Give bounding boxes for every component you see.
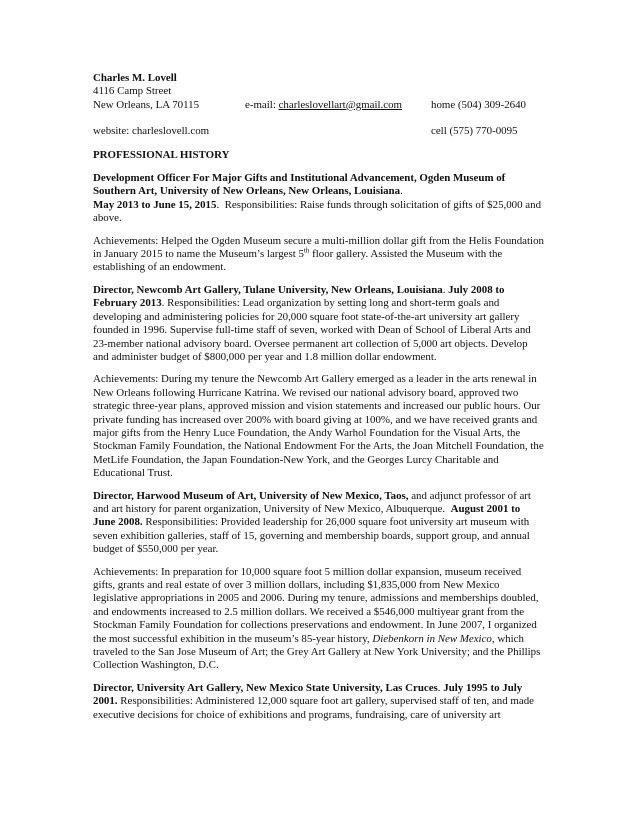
job-title: Director, Newcomb Art Gallery, Tulane University, New Orleans, Louisiana [93,283,443,296]
entry-harwood: Director, Harwood Museum of Art, University of New Mexico, Taos, and adjunct professor of art and art history for parent organization, University of New Mexico, Albuquerque. August 2001 to June 2008. Responsibilities: Provided leadership for 26,000 square foot university art museum with seven exhibition galleries, staff of 15, governing and membership boards, support group, and annual budget of $550,000 per year. [93,489,531,556]
job-responsibilities: Responsibilities: Administered 12,000 square foot art gallery, supervised staff of ten, and made executive decisions for choice of exhibitions and programs, fundraising, care of university art [93,695,535,721]
job-responsibilities: Responsibilities: Raise funds through solicitation of gifts of $25,000 and above. [93,198,542,225]
job-title: Director, Harwood Museum of Art, University of New Mexico, Taos, [93,489,409,502]
email-line [245,99,431,112]
cell-phone: cell (575) 770-0095 [431,125,518,138]
contact-block [93,72,545,139]
website: website: charleslovell.com [93,125,210,138]
resume-page [93,72,545,731]
street-address: 4116 Camp Street [93,85,172,98]
job-title: Director, University Art Gallery, New Mexico State University, Las Cruces [93,681,438,694]
spacer [93,112,545,125]
job-dates: July 2008 to February 2013 [93,283,505,310]
section-heading: PROFESSIONAL HISTORY [93,148,230,161]
entry-ogden-title: Development Officer For Major Gifts and Institutional Advancement, Ogden Museum of Southern Art, University of New Orleans, New Orleans, Louisiana. May 2013 to June 15, 2015. Responsibilities: Raise funds through solicitation of gifts of $25,000 and above. [93,172,542,225]
contact-row-1 [93,99,545,112]
entry-ogden-achievements: Achievements: Helped the Ogden Museum secure a multi-million dollar gift from the Helis Foundation in January 2015 to name the Museum’s largest 5th floor gallery. Assisted the Museum with the establishing of an endowment. [93,234,544,274]
job-dates: May 2013 to June 15, 2015 [93,198,217,211]
entry-harwood-achievements: Achievements: In preparation for 10,000 square foot 5 million dollar expansion, museum received gifts, grants and real estate of over 3 million dollars, including $1,835,000 from New Mexico legislative appropriations in 2005 and 2006. During my tenure, admissions and memberships doubled, and endowments increased to 2.5 million dollars. We received a $546,000 multiyear grant from the Stockman Family Foundation for collections preservations and endowment. In June 2007, I organized the most successful exhibition in the museum’s 85-year history, Diebenkorn in New Mexico, which traveled to the San Jose Museum of Art; the Grey Art Gallery at New York University; and the Phillips Collection Washington, D.C. [93,565,541,672]
job-responsibilities: Responsibilities: Lead organization by setting long and short-term goals and developing and administering policies for 20,000 square foot state-of-the-art university art gallery founded in 1996. Supervise full-time staff of seven, worked with Dean of School of Liberal Arts and 23-member national advisory board. Oversee permanent art collection of 5,000 art objects. Develop and administer budget of $800,000 per year and 1.8 million dollar endowment. [93,297,531,363]
entry-newcomb-achievements: Achievements: During my tenure the Newcomb Art Gallery emerged as a leader in the arts renewal in New Orleans following Hurricane Katrina. We revised our national advisory board, approved two strategic three-year plans, approved mission and vision statements and increased our public hours. Our private funding has increased over 200% with board giving at 100%, and we have received grants and major gifts from the Henry Luce Foundation, the Andy Warhol Foundation for the Visual Arts, the Stockman Family Foundation, the National Endowment For the Arts, the Joan Mitchell Foundation, the MetLife Foundation, the Japan Foundation-New York, and the Georges Lurcy Charitable and Educational Trust. [93,373,544,480]
exhibition-title: Diebenkorn in New Mexico [372,632,492,645]
entry-newcomb: Director, Newcomb Art Gallery, Tulane University, New Orleans, Louisiana. July 2008 to February 2013. Responsibilities: Lead organization by setting long and short-term goals and developing and administering policies for 20,000 square foot state-of-the-art university art gallery founded in 1996. Supervise full-time staff of seven, worked with Dean of School of Liberal Arts and 23-member national advisory board. Oversee permanent art collection of 5,000 art objects. Develop and administer budget of $800,000 per year and 1.8 million dollar endowment. [93,283,531,363]
home-phone: home (504) 309-2640 [431,98,526,111]
email-label: e-mail: [245,98,276,111]
contact-row-2 [93,125,545,138]
entry-nmsu: Director, University Art Gallery, New Mexico State University, Las Cruces. July 1995 to July 2001. Responsibilities: Administered 12,000 square foot art gallery, supervised staff of ten, and made executive decisions for choice of exhibitions and programs, fundraising, care of university art [93,681,535,721]
job-dates: July 1995 to July 2001. [93,681,523,708]
person-name: Charles M. Lovell [93,72,177,84]
job-title: Development Officer For Major Gifts and Institutional Advancement, Ogden Museum of Southern Art, University of New Orleans, New Orleans, Louisiana [93,172,506,198]
job-dates: August 2001 to June 2008. [93,502,521,529]
email-link[interactable]: charleslovellart@gmail.com [278,98,403,111]
job-responsibilities: Responsibilities: Provided leadership for 26,000 square foot university art museum with seven exhibition galleries, staff of 15, governing and membership boards, support group, and annual budget of $550,000 per year. [93,516,530,556]
city-state-zip: New Orleans, LA 70115 [93,98,200,111]
